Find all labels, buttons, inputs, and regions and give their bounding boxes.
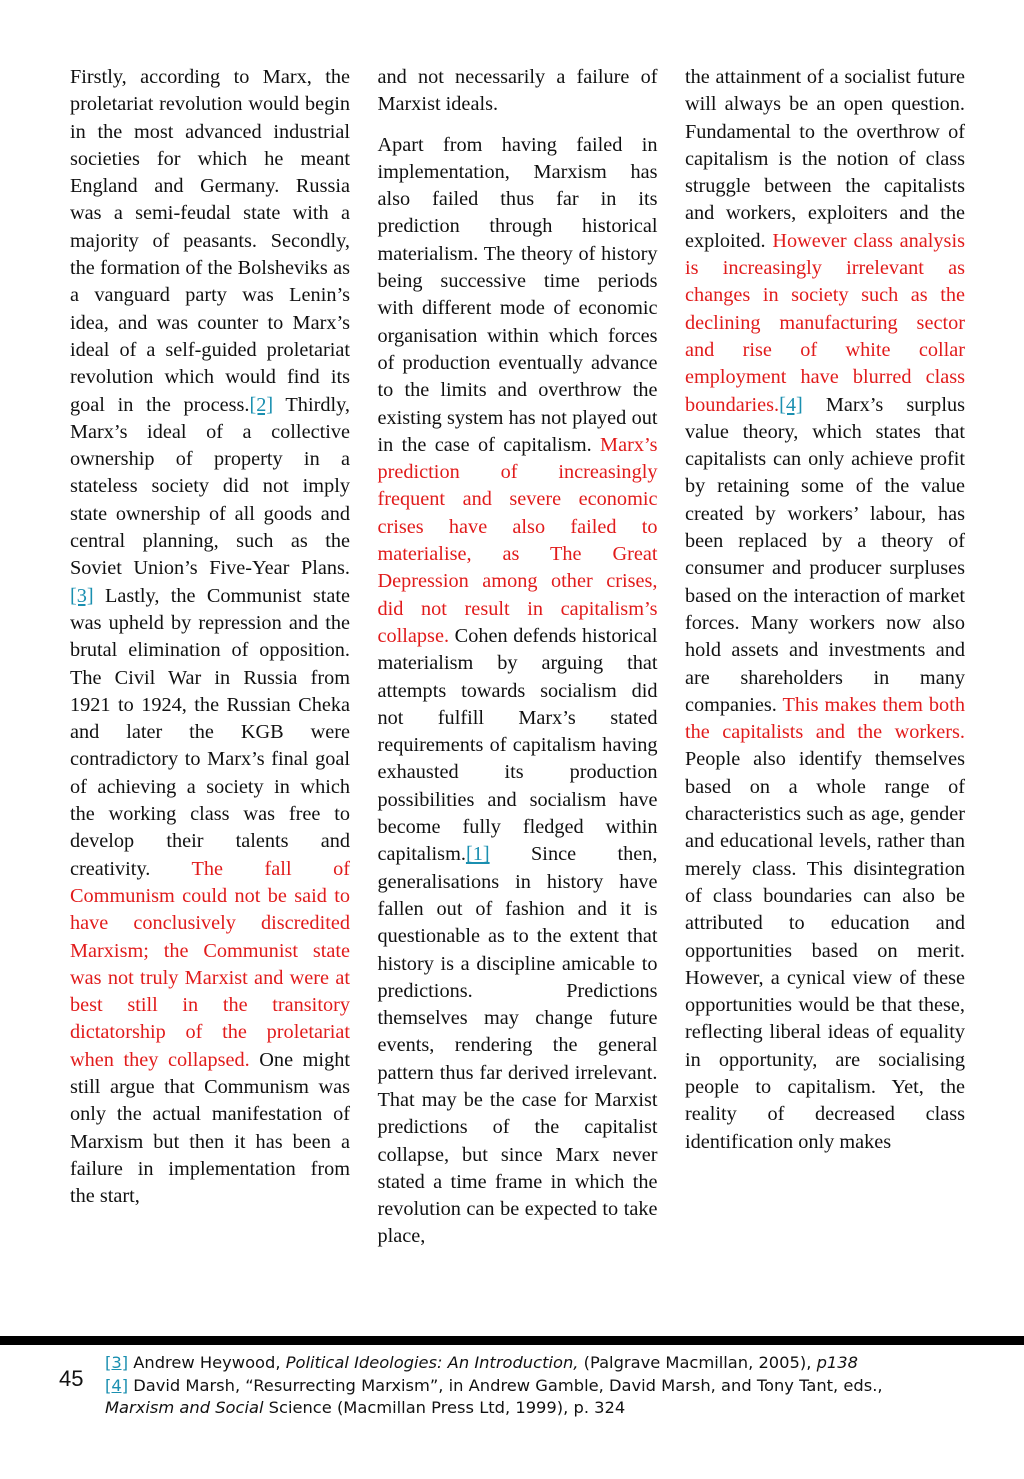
footnote-title: Political Ideologies: An Introduction,	[285, 1353, 579, 1372]
footnote-page: p138	[816, 1353, 859, 1372]
paragraph	[378, 64, 658, 119]
highlighted-text: However class analysis is increasingly irrelevant as changes in society such as the declining manufacturing sector and rise of white collar employment have blurred class boundaries.	[685, 229, 965, 416]
paragraph	[378, 132, 658, 1251]
body-text: Marx’s surplus value theory, which states that capitalists can only achieve profit by retaining some of the value created by workers’ labour, has been replaced by a theory of consumer and producer surpluses based on the interaction of market forces. Many workers now also hold assets and investments and are shareholders in many companies.	[685, 393, 965, 716]
column-1	[70, 64, 350, 1264]
body-text: Lastly, the Communist state was upheld by repression and the brutal elimination of opposition. The Civil War in Russia from 1921 to 1924, the Russian Cheka and later the KGB were contradictory to Marx’s final goal of achieving a society in which the working class was free to develop their talents and creativity.	[70, 584, 350, 880]
paragraph	[685, 64, 965, 1156]
footnote-text: (Palgrave Macmillan, 2005),	[578, 1353, 817, 1372]
paragraph	[70, 64, 350, 1210]
body-text: Firstly, according to Marx, the proletariat revolution would begin in the most advanced industrial societies for which he meant England and Germany. Russia was a semi-feudal state with a majority of peasants. Secondly, the formation of the Bolsheviks as a vanguard party was Lenin’s idea, and was counter to Marx’s ideal of a self-guided proletariat revolution which would find its goal in the process.	[70, 66, 350, 416]
footnote-link-3[interactable]: [3]	[70, 584, 94, 607]
column-2	[378, 64, 658, 1264]
footer-divider	[0, 1336, 1024, 1345]
footnote-link-1[interactable]: [1]	[465, 843, 490, 866]
column-3	[685, 64, 965, 1264]
footnote-text: David Marsh, “Resurrecting Marxism”, in Andrew Gamble, David Marsh, and Tony Tant, eds.,	[128, 1375, 883, 1395]
body-text: Thirdly, Marx’s ideal of a collective ownership of property in a stateless society did not imply state ownership of all goods and central planning, such as the Soviet Union’s Five-Year Plans.	[70, 393, 351, 580]
body-text: Cohen defends historical materialism by arguing that attempts towards socialism did not fulfill Marx’s stated requirements of capitalism having exhausted its production possibilities and socialism have become fully fledged within capitalism.	[377, 624, 658, 866]
highlighted-text: Marx’s prediction of increasingly frequent and severe economic crises have also failed to materialise, as The Great Depression among other crises, did not result in capitalism’s collapse.	[377, 433, 658, 647]
highlighted-text: This makes them both the capitalists and the workers.	[685, 693, 965, 744]
footnote-4	[105, 1375, 905, 1420]
body-text: One might still argue that Communism was only the actual manifestation of Marxism but then it has been a failure in implementation from the start,	[70, 1048, 350, 1208]
footnote-ref-4[interactable]: [4]	[105, 1375, 129, 1395]
body-text: the attainment of a socialist future will always be an open question. Fundamental to the overthrow of capitalism is the notion of class struggle between the capitalists and workers, exploiters and the exploited.	[685, 66, 965, 252]
page-number: 45	[59, 1366, 84, 1391]
article-columns	[70, 64, 965, 1264]
footnote-3	[105, 1352, 905, 1375]
body-text: Apart from having failed in implementation, Marxism has also failed thus far in its prediction through historical materialism. The theory of history being successive time periods with different mode of economic organisation within which forces of production eventually advance to the limits and overthrow the existing system has not played out in the case of capitalism.	[377, 133, 658, 456]
footnote-link-4[interactable]: [4]	[779, 393, 803, 416]
body-text: Since then, generalisations in history have fallen out of fashion and it is questionable as to the extent that history is a discipline amicable to predictions. Predictions themselves may change future events, rendering the general pattern thus far derived irrelevant. That may be the case for Marxist predictions of the capitalist collapse, but since Marx never stated a time frame in which the revolution can be expected to take place,	[377, 843, 658, 1248]
highlighted-text: The fall of Communism could not be said to have conclusively discredited Marxism; the Communist state was not truly Marxist and were at best still in the transitory dictatorship of the proletariat when they collapsed.	[70, 857, 350, 1071]
footnote-link-2[interactable]: [2]	[249, 393, 274, 416]
body-text: and not necessarily a failure of Marxist ideals.	[377, 66, 658, 116]
footnote-text: Andrew Heywood,	[128, 1353, 286, 1372]
footnotes	[105, 1352, 905, 1420]
footnote-text: Science (Macmillan Press Ltd, 1999), p. 324	[263, 1398, 626, 1417]
body-text: People also identify themselves based on a whole range of characteristics such as age, gender and educational levels, rather than merely class. This disintegration of class boundaries can also be attributed to education and opportunities based on merit. However, a cynical view of these opportunities would be that these, reflecting liberal ideas of equality in opportunity, are socialising people to capitalism. Yet, the reality of decreased class identification only makes	[685, 748, 965, 1153]
footnote-ref-3[interactable]: [3]	[105, 1353, 129, 1372]
footnote-title: Marxism and Social	[105, 1398, 264, 1417]
